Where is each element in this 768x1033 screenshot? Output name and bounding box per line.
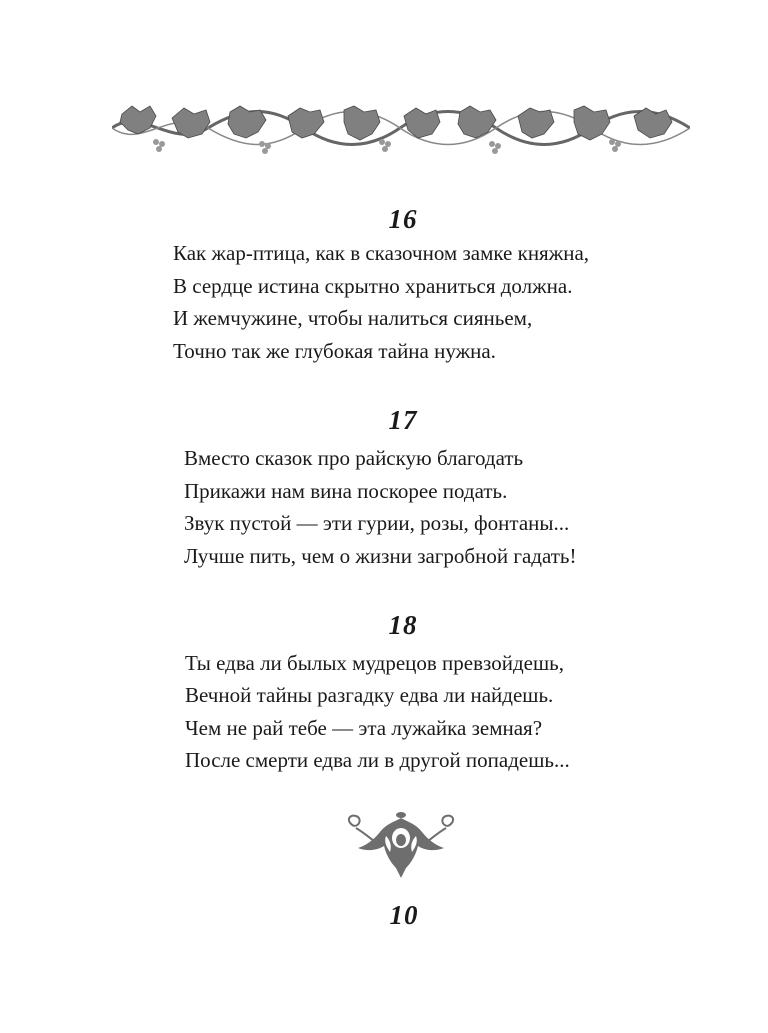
poem-line: Вместо сказок про райскую благодать [184,446,524,470]
poem-line: Точно так же глубокая тайна нужна. [173,339,496,363]
poem-line: Звук пустой — эти гурии, розы, фонтаны... [184,511,570,535]
grapevine-border-icon [112,100,690,156]
poem-line: Ты едва ли былых мудрецов превзойдешь, [185,651,564,675]
poem-line: Прикажи нам вина поскорее подать. [184,479,508,503]
stanza-number: 18 [388,610,418,640]
poem-line: Лучше пить, чем о жизни загробной гадать! [184,544,577,568]
poem-line: И жемчужине, чтобы налиться сияньем, [173,306,533,330]
page-number: 10 [389,900,419,930]
poem-line: В сердце истина скрытно храниться должна. [173,274,573,298]
stanza-number: 17 [388,405,418,435]
poem-line: После смерти едва ли в другой попадешь... [185,748,570,772]
stanza-number: 16 [388,204,418,234]
poem-line: Вечной тайны разгадку едва ли найдешь. [185,683,554,707]
floral-ornament-icon [342,812,460,878]
poem-line: Чем не рай тебе — эта лужайка земная? [185,716,543,740]
poem-line: Как жар-птица, как в сказочном замке княжна, [173,241,590,265]
